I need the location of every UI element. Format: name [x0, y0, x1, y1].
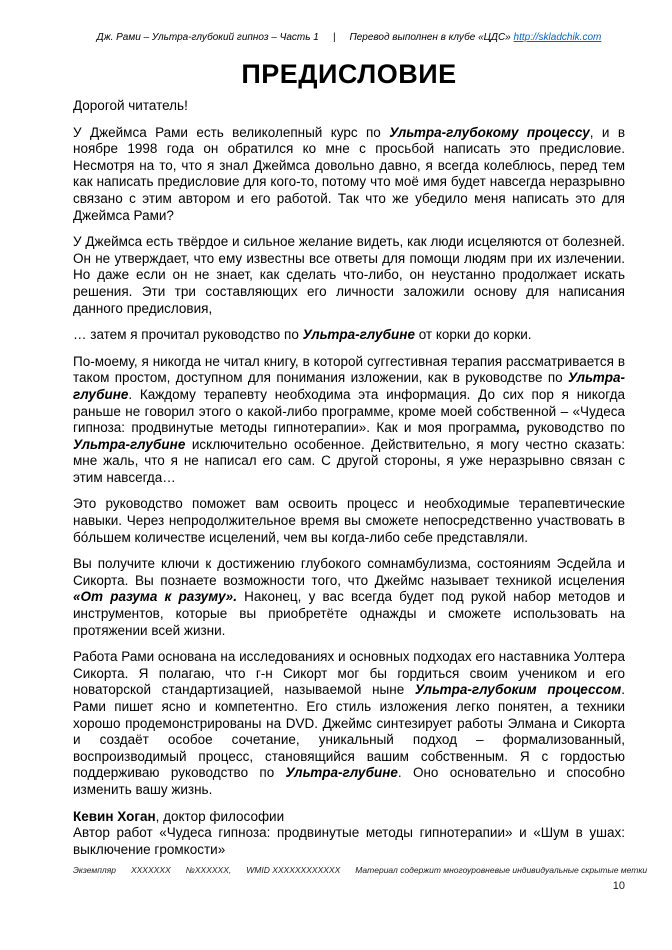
header-separator: | [332, 32, 336, 43]
text-run: Кевин Хоган [73, 808, 156, 824]
text-run: Ультра-глубине [285, 765, 398, 781]
copy-protection-note [73, 865, 648, 876]
text-run: Наконец, у вас всегда будет под рукой набор методов и инструментов, которые вы приобретёте однажды и сможете использовать на протяжении всей жизни. [73, 589, 625, 638]
text-run: Ультра-глубине [73, 436, 186, 452]
text-run: . Каждому терапевту необходима эта информация. До сих пор я никогда раньше не говорил этого о какой-либо программе, кроме моей собственной – «Чудеса гипноза: продвинутые методы гипнотерапии». Как и моя программа [73, 386, 625, 436]
text-run: . Оно основательно и способно изменить вашу жизнь. [73, 765, 625, 797]
meta-segment: XXXXXXX [130, 865, 171, 876]
meta-segment: WMID XXXXXXXXXXXX [246, 865, 341, 876]
signature-block [73, 809, 625, 859]
signature-name-line [73, 809, 625, 826]
text-run: Работа Рами основана на исследованиях и основных подходах его наставника Уолтера Сикорта. Я полагаю, что г-н Сикорт мог бы гордиться своим учеником и его новаторской стандартизацией, называемой ныне [73, 649, 625, 698]
text-run: Ультра-глубине [302, 327, 415, 343]
text-run: Это руководство поможет вам освоить процесс и необходимые терапевтические навыки. Через непродолжительное время вы сможете непосредственно участвовать в бо́льшем количестве исцелений, чем вы когда-либо себе представляли. [73, 496, 625, 545]
text-run: Дорогой читатель! [73, 98, 188, 113]
translation-note: Перевод выполнен в клубе «ЦДС» [349, 32, 511, 43]
paragraph [73, 234, 625, 317]
paragraph [73, 125, 625, 225]
page-title: ПРЕДИСЛОВИЕ [241, 59, 457, 89]
paragraph [73, 496, 625, 546]
meta-segment: №XXXXXX, [185, 865, 232, 876]
text-run: Ультра-глубокому процессу [389, 124, 590, 140]
page-number: 10 [612, 880, 625, 893]
page-header [73, 32, 625, 44]
text-run: руководство по [520, 420, 625, 436]
text-run: , доктор философии [155, 808, 285, 824]
signature-works-line: Автор работ «Чудеса гипноза: продвинутые методы гипнотерапии» и «Шум в ушах: выключение громкости» [73, 825, 625, 857]
meta-segment: Материал содержит многоуровневые индивидуальные скрытые метки [355, 865, 648, 876]
book-title: Дж. Рами – Ультра-глубокий гипноз – Часть 1 [96, 32, 319, 43]
text-run: . Рами пишет ясно и компетентно. Его стиль изложения легко понятен, а техники хорошо продемонстрированы на DVD. Джеймс синтезирует работы Элмана и Сикорта и создаёт особое сочетание, уникальный подход – формализованный, воспроизводимый процесс, становящийся вашим собственным. Я с гордостью поддерживаю руководство по [73, 682, 625, 781]
text-run: исключительно особенное. Действительно, я могу честно сказать: мне жаль, что я не написал его сам. С другой стороны, я уже неразрывно связан с этим навсегда… [73, 436, 625, 485]
paragraph [73, 98, 625, 115]
text-run: «От разума к разуму». [73, 589, 237, 605]
text-run: У Джеймса Рами есть великолепный курс по [73, 124, 390, 140]
paragraph [73, 556, 625, 639]
paragraph [73, 649, 625, 798]
text-run: У Джеймса есть твёрдое и сильное желание видеть, как люди исцеляются от болезней. Он не утверждает, что ему известны все ответы для помощи людям при их излечении. Но даже если он не знает, как сделать что-либо, он неустанно продолжает искать решения. Эти три составляющих его личности заложили основу для написания данного предисловия, [73, 234, 625, 316]
paragraph [73, 327, 625, 344]
skladchik-link[interactable]: http://skladchik.com [513, 32, 602, 43]
meta-segment: Экземпляр [73, 865, 116, 876]
text-run: … затем я прочитал руководство по [73, 327, 303, 343]
text-run: Ультра-глубоким процессом [414, 682, 622, 698]
text-run: , и в ноябре 1998 года он обратился ко мне с просьбой написать это предисловие. Несмотря на то, что я знал Джеймса довольно давно, я всегда колеблюсь, перед тем как написать предисловие для кого-то, потому что моё имя будет навсегда неразрывно связано с этим автором и его работой. Так что же убедило меня написать это для Джеймса Рами? [73, 124, 626, 223]
paragraph [73, 354, 625, 487]
text-run: , [516, 420, 521, 436]
text-run: По-моему, я никогда не читал книгу, в которой суггестивная терапия рассматривается в таком простом, доступном для понимания изложении, как в руководстве по [73, 353, 625, 386]
text-run: Ультра-глубине [73, 370, 625, 402]
text-run: от корки до корки. [414, 327, 532, 343]
document-body [73, 98, 625, 799]
text-run: Вы получите ключи к достижению глубокого сомнамбулизма, состояниям Эсдейла и Сикорта. Вы познаете возможности того, что Джеймс называет техникой исцеления [73, 556, 625, 588]
